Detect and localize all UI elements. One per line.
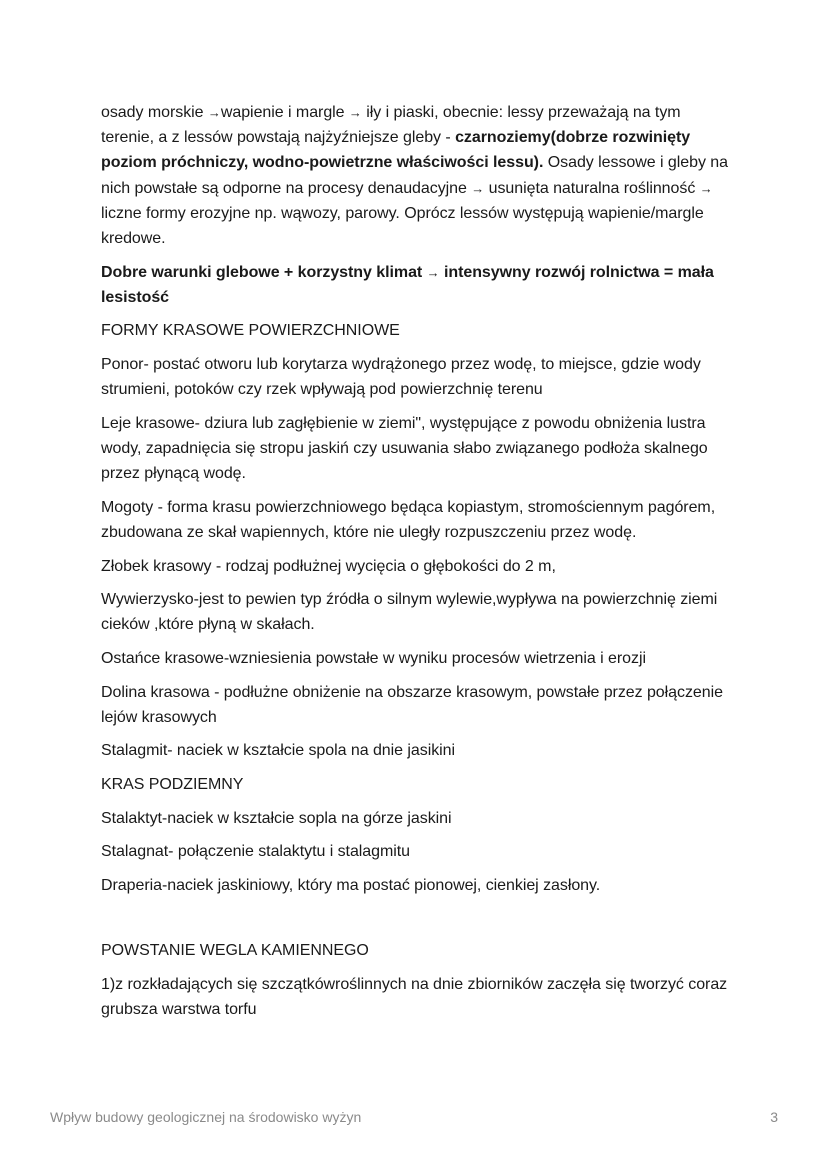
coal-step-1: 1)z rozkładających się szczątkówroślinnych na dnie zbiorników zaczęła się tworzyć coraz grubsza warstwa torfu <box>101 975 728 1019</box>
text-run: wapienie i margle <box>220 104 349 121</box>
page-footer <box>50 1109 778 1129</box>
definition-wywierzysko: Wywierzysko-jest to pewien typ źródła o silnym wylewie,wypływa na powierzchnię ziemi cieków ,które płyną w skałach. <box>101 591 718 634</box>
definition-dolina: Dolina krasowa - podłużne obniżenie na obszarze krasowym, powstałe przez połączenie lejów krasowych <box>101 683 723 726</box>
definition-leje: Leje krasowe- dziura lub zagłębienie w ziemi", występujące z powodu obniżenia lustra wody, zapadnięcia się stropu jaskiń czy usuwania słabo związanego podłoża skalnego przez płynącą wodę. <box>101 414 708 483</box>
paragraph-loess <box>101 100 733 251</box>
definition-mogoty: Mogoty - forma krasu powierzchniowego będąca kopiastym, stromościennym pagórem, zbudowana ze skał wapiennych, które nie uległy rozpuszczeniu przez wodę. <box>101 498 716 541</box>
heading-coal-formation: POWSTANIE WEGLA KAMIENNEGO <box>101 942 369 960</box>
bold-text-run: intensywny rozwój rolnictwa = mała lesistość <box>101 263 714 306</box>
definition-ostance: Ostańce krasowe-wzniesienia powstałe w wyniku procesów wietrzenia i erozji <box>101 649 646 667</box>
heading-surface-karst: FORMY KRASOWE POWIERZCHNIOWE <box>101 322 400 340</box>
bold-text-run: Dobre warunki glebowe + korzystny klimat <box>101 263 427 281</box>
text-run: osady morskie <box>101 104 208 121</box>
arrow-icon: → <box>207 105 221 120</box>
definition-stalaktyt: Stalaktyt-naciek w kształcie sopla na górze jaskini <box>101 809 452 827</box>
text-run: usunięta naturalna roślinność <box>484 179 700 197</box>
arrow-icon: → <box>471 180 485 196</box>
arrow-icon: → <box>426 264 440 280</box>
arrow-icon: → <box>348 105 362 120</box>
page-number: 3 <box>770 1109 778 1125</box>
text-run: Osady lessowe i gleby na nich powstałe są odporne na procesy denaudacyjne <box>101 154 728 197</box>
definition-stalagmit: Stalagmit- naciek w kształcie spola na dnie jasikini <box>101 742 456 760</box>
text-run: liczne formy erozyjne np. wąwozy, parowy. Oprócz lessów występują wapienie/margle kredowe. <box>101 204 704 248</box>
definition-zlobek: Złobek krasowy - rodzaj podłużnej wycięcia o głębokości do 2 m, <box>101 557 556 575</box>
bold-text-run: czarnoziemy(dobrze rozwinięty poziom próchniczy, wodno-powietrzne właściwości lessu). <box>101 129 691 172</box>
arrow-icon: → <box>699 180 713 196</box>
footer-title: Wpływ budowy geologicznej na środowisko wyżyn <box>50 1109 362 1125</box>
text-run: iły i piaski, obecnie: lessy przeważają na tym terenie, a z lessów powstają najżyźniejsze gleby - <box>101 104 681 147</box>
paragraph-conclusion <box>101 260 733 310</box>
definition-stalagnat: Stalagnat- połączenie stalaktytu i stalagmitu <box>101 843 411 861</box>
definition-draperia: Draperia-naciek jaskiniowy, który ma postać pionowej, cienkiej zasłony. <box>101 876 601 894</box>
definition-ponor: Ponor- postać otworu lub korytarza wydrążonego przez wodę, to miejsce, gdzie wody strumieni, potoków czy rzek wpływają pod powierzchnię terenu <box>101 356 701 399</box>
document-body <box>101 100 733 1031</box>
heading-underground-karst: KRAS PODZIEMNY <box>101 775 244 793</box>
blank-line <box>101 906 733 938</box>
